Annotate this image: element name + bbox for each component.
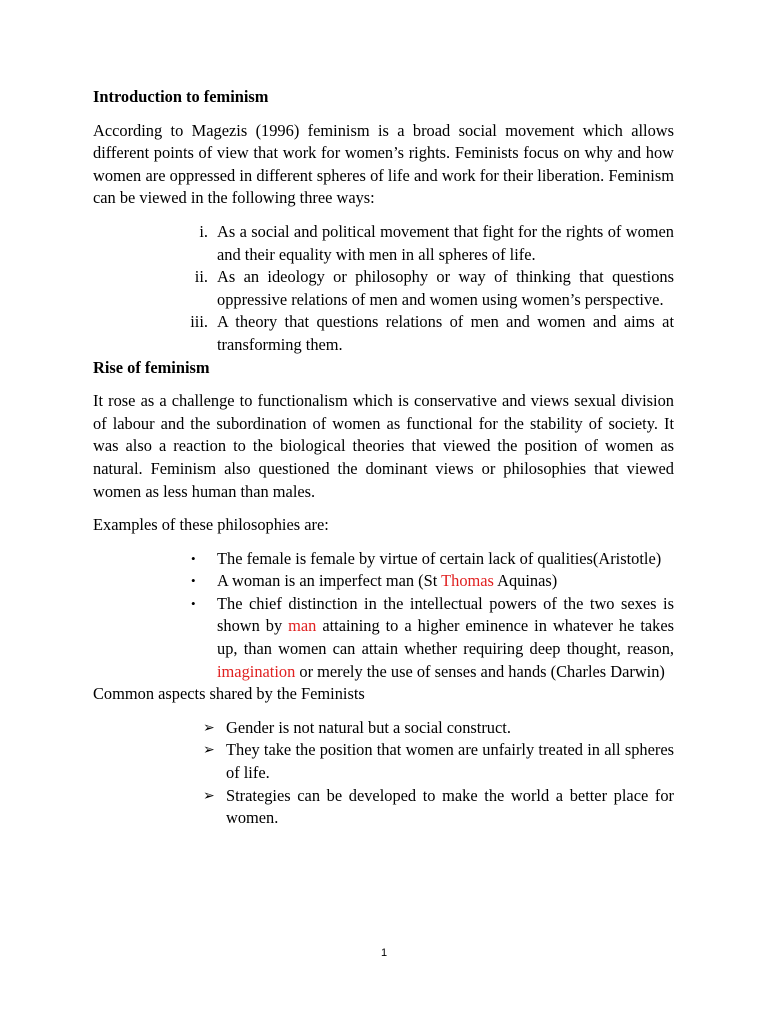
arrow-bullet-icon: ➢ (203, 742, 215, 759)
common-aspects-list (93, 717, 674, 830)
bullet-icon: • (191, 550, 196, 566)
list-item: ➢ Strategies can be developed to make the world a better place for women. (203, 785, 674, 828)
list-item: • The chief distinction in the intellectual powers of the two sexes is shown by man attaining to a higher eminence in whatever he takes up, than women can attain whether requiring deep thought, reason, imagination or merely the use of senses and hands (Charles Darwin) (191, 593, 675, 681)
section-title-rise: Rise of feminism (93, 357, 210, 377)
common-aspects-intro: Common aspects shared by the Feminists (93, 684, 365, 704)
arrow-bullet-icon: ➢ (203, 787, 215, 804)
examples-intro: Examples of these philosophies are: (93, 515, 329, 535)
bullet-icon: • (191, 573, 196, 589)
list-item: ➢ They take the position that women are unfairly treated in all spheres of life. (203, 740, 674, 783)
list-item: • A woman is an imperfect man (St Thomas Aquinas) (93, 570, 674, 593)
list-item: ➢ Gender is not natural but a social construct. (93, 717, 674, 740)
rise-paragraph: It rose as a challenge to functionalism which is conservative and views sexual division of labour and the subordination of women as functional for the stability of society. It was also a reaction to the biological theories that viewed the position of women as natural. Feminism also questioned the dominant views or philosophies that viewed women as less human than males. (93, 391, 674, 501)
intro-paragraph: According to Magezis (1996) feminism is a broad social movement which allows different points of view that work for women’s rights. Feminists focus on why and how women are oppressed in different spheres of life and work for their liberation. Feminism can be viewed in the following three ways: (93, 120, 674, 208)
page-number: 1 (380, 947, 388, 959)
document-page (93, 86, 674, 830)
arrow-bullet-icon: ➢ (203, 719, 215, 736)
list-item: i. As a social and political movement that fight for the rights of women and their equality with men in all spheres of life. (199, 221, 674, 264)
section-title-introduction: Introduction to feminism (93, 87, 269, 106)
feminism-views-list (93, 221, 674, 357)
list-item: ii. As an ideology or philosophy or way of thinking that questions oppressive relations of men and women using women’s perspective. (194, 267, 674, 309)
highlighted-word: Thomas (441, 571, 494, 591)
bullet-icon: • (191, 595, 196, 611)
list-item: • The female is female by virtue of certain lack of qualities(Aristotle) (93, 548, 674, 571)
philosophies-list (93, 548, 674, 684)
highlighted-word: imagination (217, 661, 296, 681)
list-item: iii. A theory that questions relations of men and women and aims at transforming them. (190, 312, 674, 354)
highlighted-word: man (288, 616, 317, 636)
